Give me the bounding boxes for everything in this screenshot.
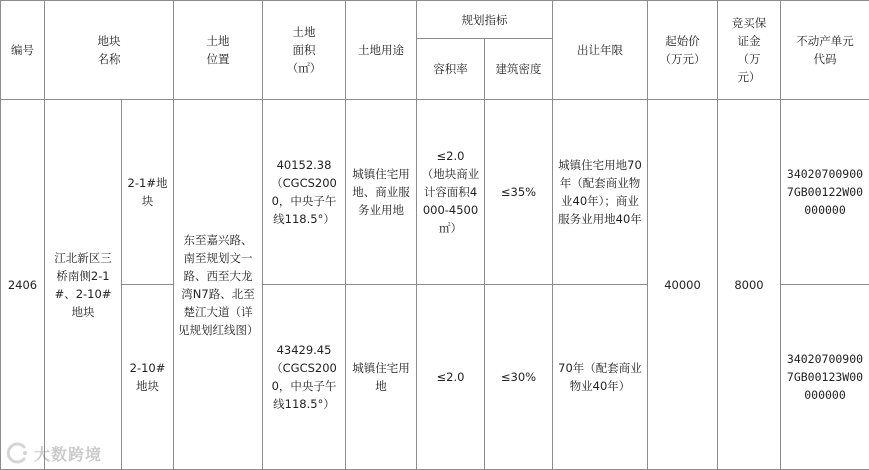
row-number: 2406	[1, 100, 45, 470]
header-planning: 规划指标	[417, 1, 553, 39]
header-code: 不动产单元 代码	[781, 1, 869, 100]
subparcel-term: 城镇住宅用地70年（配套商业物业40年）；商业服务业用地40年	[553, 100, 648, 285]
subparcel-density: ≤30%	[485, 285, 553, 470]
watermark-text: 大数跨境	[34, 442, 102, 465]
subparcel-term: 70年（配套商业物业40年）	[553, 285, 648, 470]
subparcel-far: ≤2.0 （地块商业计容面积4000-4500㎡）	[417, 100, 485, 285]
subparcel-far: ≤2.0	[417, 285, 485, 470]
subparcel-code: 340207009007GB00123W00000000	[781, 285, 869, 470]
header-number: 编号	[1, 1, 45, 100]
header-start-price: 起始价 （万元）	[648, 1, 718, 100]
header-parcel-name: 地块 名称	[45, 1, 174, 100]
header-location: 土地 位置	[174, 1, 263, 100]
logo-c-icon	[6, 441, 30, 465]
row-parcel-name: 江北新区三桥南侧2-1#、2-10#地块	[45, 100, 122, 470]
subparcel-usage: 城镇住宅用地	[346, 285, 417, 470]
subparcel-usage: 城镇住宅用地、商业服务业用地	[346, 100, 417, 285]
header-density: 建筑密度	[485, 39, 553, 100]
subparcel-code: 340207009007GB00122W00000000	[781, 100, 869, 285]
subparcel-area: 40152.38 （CGCS2000，中央子午线118.5°）	[263, 100, 346, 285]
subparcel-density: ≤35%	[485, 100, 553, 285]
row-start-price: 40000	[648, 100, 718, 470]
header-area: 土地 面积 （㎡）	[263, 1, 346, 100]
header-far: 容积率	[417, 39, 485, 100]
header-usage: 土地用途	[346, 1, 417, 100]
watermark	[6, 440, 126, 466]
row-location: 东至嘉兴路、南至规划文一路、西至大龙湾N7路、北至楚江大道（详见规划红线图）	[174, 100, 263, 470]
row-deposit: 8000	[718, 100, 781, 470]
header-deposit: 竞买保 证金 （万 元）	[718, 1, 781, 100]
subparcel-area: 43429.45 （CGCS2000，中央子午线118.5°）	[263, 285, 346, 470]
subparcel-name: 2-10#地块	[122, 285, 174, 470]
header-term: 出让年限	[553, 1, 648, 100]
subparcel-name: 2-1#地块	[122, 100, 174, 285]
